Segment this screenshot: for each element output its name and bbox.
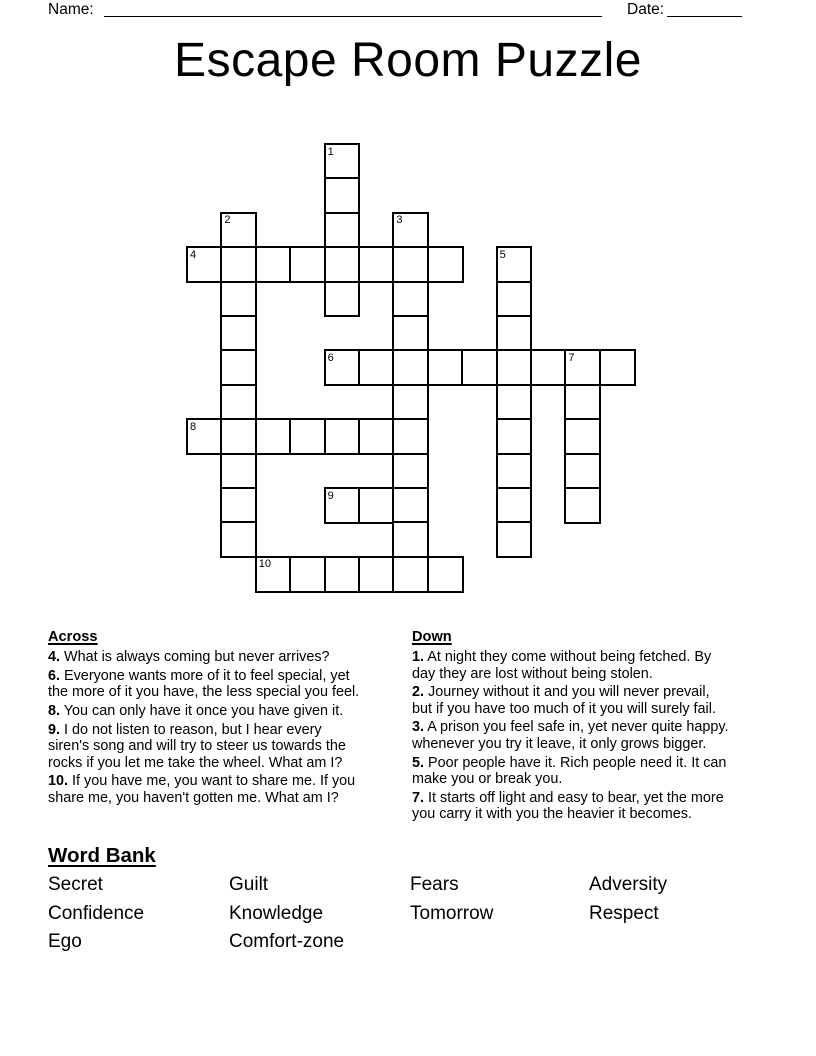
word-bank-column <box>48 871 144 957</box>
grid-cell[interactable] <box>358 246 395 283</box>
grid-cell[interactable] <box>220 418 257 455</box>
clue-down-2 <box>412 684 729 717</box>
grid-cell[interactable] <box>496 246 533 283</box>
grid-cell[interactable] <box>496 349 533 386</box>
word-bank-word: Comfort-zone <box>229 931 345 953</box>
cell-number: 10 <box>258 558 272 571</box>
clue-down-1 <box>412 649 729 682</box>
clue-number: 5. <box>412 754 425 771</box>
grid-cell[interactable] <box>255 556 292 593</box>
clue-across-6 <box>48 668 364 701</box>
across-clues-section <box>48 629 364 808</box>
grid-cell[interactable] <box>564 349 601 386</box>
grid-cell[interactable] <box>324 349 361 386</box>
grid-cell[interactable] <box>324 281 361 318</box>
grid-cell[interactable] <box>564 453 601 490</box>
page-title: Escape Room Puzzle <box>174 34 642 87</box>
grid-cell[interactable] <box>324 177 361 214</box>
clue-across-10 <box>48 773 364 806</box>
grid-cell[interactable] <box>220 246 257 283</box>
grid-cell[interactable] <box>392 315 429 352</box>
word-bank-word: Ego <box>48 931 82 953</box>
grid-cell[interactable] <box>392 384 429 421</box>
grid-cell[interactable] <box>358 418 395 455</box>
clue-text: You can only have it once you have given it. <box>63 703 344 720</box>
word-bank-word: Adversity <box>589 874 668 895</box>
cell-number: 8 <box>190 420 197 433</box>
word-bank-column <box>410 871 493 928</box>
grid-cell[interactable] <box>392 281 429 318</box>
grid-cell[interactable] <box>392 212 429 249</box>
grid-cell[interactable] <box>220 487 257 524</box>
grid-cell[interactable] <box>289 246 326 283</box>
grid-cell[interactable] <box>427 246 464 283</box>
grid-cell[interactable] <box>564 384 601 421</box>
clue-text: Everyone wants more of it to feel special, yet the more of it you have, the less special you feel. <box>48 668 360 701</box>
grid-cell[interactable] <box>220 349 257 386</box>
grid-cell[interactable] <box>220 453 257 490</box>
date-fill-line[interactable] <box>667 16 742 17</box>
grid-cell[interactable] <box>220 384 257 421</box>
grid-cell[interactable] <box>530 349 567 386</box>
grid-cell[interactable] <box>496 521 533 558</box>
across-clues-list <box>48 649 364 806</box>
grid-cell[interactable] <box>461 349 498 386</box>
grid-cell[interactable] <box>324 212 361 249</box>
cell-number: 6 <box>327 351 334 364</box>
crossword-grid <box>186 143 636 593</box>
grid-cell[interactable] <box>564 418 601 455</box>
clue-text: Journey without it and you will never prevail, but if you have too much of it you will surely fail. <box>412 684 716 717</box>
grid-cell[interactable] <box>392 246 429 283</box>
grid-cell[interactable] <box>220 521 257 558</box>
clue-number: 1. <box>412 649 425 666</box>
across-heading: Across <box>48 629 98 645</box>
clue-number: 7. <box>412 789 425 806</box>
grid-cell[interactable] <box>496 418 533 455</box>
clue-number: 6. <box>48 668 61 685</box>
grid-cell[interactable] <box>220 315 257 352</box>
down-clues-list <box>412 649 729 822</box>
cell-number: 1 <box>327 145 334 158</box>
grid-cell[interactable] <box>358 487 395 524</box>
clue-down-3 <box>412 719 729 752</box>
grid-cell[interactable] <box>496 384 533 421</box>
clue-text: It starts off light and easy to bear, yet the more you carry it with you the heavier it becomes. <box>412 789 724 822</box>
cell-number: 7 <box>568 351 575 364</box>
grid-cell[interactable] <box>427 349 464 386</box>
grid-cell[interactable] <box>392 521 429 558</box>
clue-across-8 <box>48 703 364 719</box>
grid-cell[interactable] <box>255 418 292 455</box>
clue-down-5 <box>412 755 729 788</box>
clue-across-9 <box>48 722 364 771</box>
grid-cell[interactable] <box>324 143 361 180</box>
clue-text: I do not listen to reason, but I hear every siren's song and will try to steer us towards the rocks if you let me take the wheel. What am I? <box>48 721 346 771</box>
name-label: Name: <box>48 1 94 18</box>
grid-cell[interactable] <box>289 556 326 593</box>
grid-cell[interactable] <box>289 418 326 455</box>
grid-cell[interactable] <box>324 556 361 593</box>
grid-cell[interactable] <box>564 487 601 524</box>
cell-number: 2 <box>224 214 231 227</box>
clue-number: 8. <box>48 703 61 720</box>
grid-cell[interactable] <box>496 281 533 318</box>
grid-cell[interactable] <box>220 212 257 249</box>
clue-number: 10. <box>48 773 69 790</box>
word-bank-word: Fears <box>410 874 459 895</box>
grid-cell[interactable] <box>324 418 361 455</box>
grid-cell[interactable] <box>392 487 429 524</box>
grid-cell[interactable] <box>186 246 223 283</box>
grid-cell[interactable] <box>496 487 533 524</box>
clue-text: Poor people have it. Rich people need it. It can make you or break you. <box>412 754 727 787</box>
grid-cell[interactable] <box>324 487 361 524</box>
grid-cell[interactable] <box>220 281 257 318</box>
clue-text: What is always coming but never arrives? <box>64 649 330 666</box>
grid-cell[interactable] <box>392 556 429 593</box>
grid-cell[interactable] <box>496 315 533 352</box>
clue-number: 4. <box>48 649 61 666</box>
word-bank-word: Respect <box>589 902 659 924</box>
word-bank-word: Confidence <box>48 902 145 924</box>
grid-cell[interactable] <box>255 246 292 283</box>
word-bank-word: Secret <box>48 874 103 895</box>
clue-text: If you have me, you want to share me. If you share me, you haven't gotten me. What am I? <box>48 773 356 806</box>
clue-text: A prison you feel safe in, yet never quite happy. whenever you try it leave, it only grows bigger. <box>412 719 729 752</box>
word-bank-word: Guilt <box>229 874 269 895</box>
word-bank-word: Tomorrow <box>410 902 494 924</box>
grid-cell[interactable] <box>392 453 429 490</box>
cell-number: 9 <box>327 489 334 502</box>
grid-cell[interactable] <box>186 418 223 455</box>
grid-cell[interactable] <box>358 349 395 386</box>
grid-cell[interactable] <box>599 349 636 386</box>
date-label: Date: <box>627 1 665 18</box>
clue-across-4 <box>48 649 364 665</box>
grid-cell[interactable] <box>324 246 361 283</box>
cell-number: 4 <box>190 248 197 261</box>
name-fill-line[interactable] <box>104 16 602 17</box>
grid-cell[interactable] <box>496 453 533 490</box>
clue-down-7 <box>412 790 729 823</box>
grid-cell[interactable] <box>392 418 429 455</box>
word-bank-column <box>589 871 667 928</box>
grid-cell[interactable] <box>392 349 429 386</box>
clue-number: 3. <box>412 719 425 736</box>
clue-number: 2. <box>412 684 425 701</box>
down-clues-section <box>412 629 729 825</box>
clue-number: 9. <box>48 721 61 738</box>
grid-cell[interactable] <box>358 556 395 593</box>
cell-number: 5 <box>499 248 506 261</box>
word-bank-heading: Word Bank <box>48 844 156 867</box>
word-bank-column <box>229 871 344 957</box>
down-heading: Down <box>412 629 452 645</box>
clue-text: At night they come without being fetched. By day they are lost without being stolen. <box>412 649 712 682</box>
cell-number: 3 <box>396 214 403 227</box>
word-bank-word: Knowledge <box>229 902 324 924</box>
grid-cell[interactable] <box>427 556 464 593</box>
